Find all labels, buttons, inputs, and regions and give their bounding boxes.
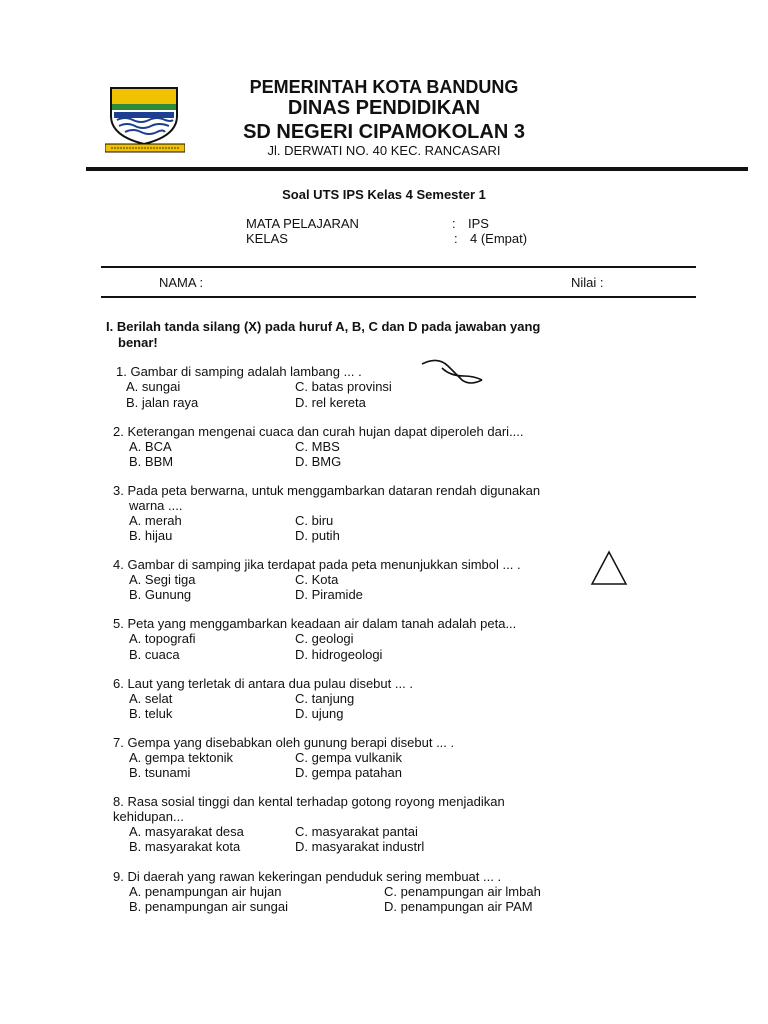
- question-8-option-d[interactable]: D. masyarakat industrl: [295, 839, 425, 854]
- question-3-option-d[interactable]: D. putih: [295, 528, 340, 543]
- name-box-bottom-rule: [101, 296, 696, 298]
- question-1-option-c[interactable]: C. batas provinsi: [295, 379, 392, 394]
- instruction-text-cont: benar!: [118, 335, 158, 350]
- question-4-text: 4. Gambar di samping jika terdapat pada peta menunjukkan simbol ... .: [113, 557, 521, 572]
- question-6-option-c[interactable]: C. tanjung: [295, 691, 355, 706]
- question-6-option-b[interactable]: B. teluk: [129, 706, 173, 721]
- triangle-icon: [590, 550, 628, 586]
- question-7-option-c[interactable]: C. gempa vulkanik: [295, 750, 402, 765]
- question-7-option-b[interactable]: B. tsunami: [129, 765, 191, 780]
- question-4-option-b[interactable]: B. Gunung: [129, 587, 192, 602]
- question-5-text: 5. Peta yang menggambarkan keadaan air dalam tanah adalah peta...: [113, 616, 517, 631]
- question-9-option-b[interactable]: B. penampungan air sungai: [129, 899, 289, 914]
- question-3-text-cont: warna ....: [129, 498, 183, 513]
- question-4-option-a[interactable]: A. Segi tiga: [129, 572, 196, 587]
- question-8-text-cont: kehidupan...: [113, 809, 184, 824]
- question-2-option-d[interactable]: D. BMG: [295, 454, 342, 469]
- question-3-option-c[interactable]: C. biru: [295, 513, 334, 528]
- question-2-text: 2. Keterangan mengenai cuaca dan curah hujan dapat diperoleh dari....: [113, 424, 524, 439]
- question-5-option-b[interactable]: B. cuaca: [129, 647, 180, 662]
- question-4-option-d[interactable]: D. Piramide: [295, 587, 363, 602]
- question-8-option-b[interactable]: B. masyarakat kota: [129, 839, 241, 854]
- department-header: DINAS PENDIDIKAN: [287, 97, 481, 119]
- question-5-option-a[interactable]: A. topografi: [129, 631, 196, 646]
- question-2-option-b[interactable]: B. BBM: [129, 454, 174, 469]
- question-8-text: 8. Rasa sosial tinggi dan kental terhadap gotong royong menjadikan: [113, 794, 505, 809]
- question-8-option-a[interactable]: A. masyarakat desa: [129, 824, 244, 839]
- question-7-option-a[interactable]: A. gempa tektonik: [129, 750, 234, 765]
- river-symbol-icon: [420, 358, 484, 388]
- question-1-text: 1. Gambar di samping adalah lambang ... .: [116, 364, 362, 379]
- question-4-option-c[interactable]: C. Kota: [295, 572, 339, 587]
- question-6-option-d[interactable]: D. ujung: [295, 706, 344, 721]
- question-3-text: 3. Pada peta berwarna, untuk menggambarkan dataran rendah digunakan: [113, 483, 541, 498]
- question-3-option-a[interactable]: A. merah: [129, 513, 182, 528]
- question-1-option-d[interactable]: D. rel kereta: [295, 395, 366, 410]
- question-7-text: 7. Gempa yang disebabkan oleh gunung berapi disebut ... .: [113, 735, 455, 750]
- question-5-option-d[interactable]: D. hidrogeologi: [295, 647, 383, 662]
- school-address: Jl. DERWATI NO. 40 KEC. RANCASARI: [267, 143, 501, 158]
- subject-colon: :: [452, 216, 456, 231]
- name-box-top-rule: [101, 266, 696, 268]
- question-1-option-a[interactable]: A. sungai: [126, 379, 181, 394]
- class-value: 4 (Empat): [470, 231, 528, 246]
- question-9-option-a[interactable]: A. penampungan air hujan: [129, 884, 282, 899]
- question-5-option-c[interactable]: C. geologi: [295, 631, 354, 646]
- question-9-option-c[interactable]: C. penampungan air lmbah: [384, 884, 541, 899]
- question-9-text: 9. Di daerah yang rawan kekeringan penduduk sering membuat ... .: [113, 869, 502, 884]
- question-2-option-c[interactable]: C. MBS: [295, 439, 340, 454]
- score-field[interactable]: Nilai :: [571, 275, 604, 290]
- class-label: KELAS: [246, 231, 288, 246]
- exam-title: Soal UTS IPS Kelas 4 Semester 1: [282, 187, 486, 202]
- subject-label: MATA PELAJARAN: [246, 216, 359, 231]
- question-9-option-d[interactable]: D. penampungan air PAM: [384, 899, 533, 914]
- class-colon: :: [454, 231, 458, 246]
- question-1-option-b[interactable]: B. jalan raya: [126, 395, 199, 410]
- school-name: SD NEGERI CIPAMOKOLAN 3: [243, 121, 525, 143]
- question-8-option-c[interactable]: C. masyarakat pantai: [295, 824, 418, 839]
- government-header: PEMERINTAH KOTA BANDUNG: [249, 77, 519, 97]
- question-2-option-a[interactable]: A. BCA: [129, 439, 172, 454]
- instruction-text: I. Berilah tanda silang (X) pada huruf A, B, C dan D pada jawaban yang: [106, 319, 541, 334]
- question-6-text: 6. Laut yang terletak di antara dua pulau disebut ... .: [113, 676, 413, 691]
- student-name-field[interactable]: NAMA :: [159, 275, 204, 290]
- subject-value: IPS: [468, 216, 489, 231]
- header-divider: [86, 167, 748, 171]
- question-6-option-a[interactable]: A. selat: [129, 691, 173, 706]
- question-3-option-b[interactable]: B. hijau: [129, 528, 173, 543]
- question-7-option-d[interactable]: D. gempa patahan: [295, 765, 402, 780]
